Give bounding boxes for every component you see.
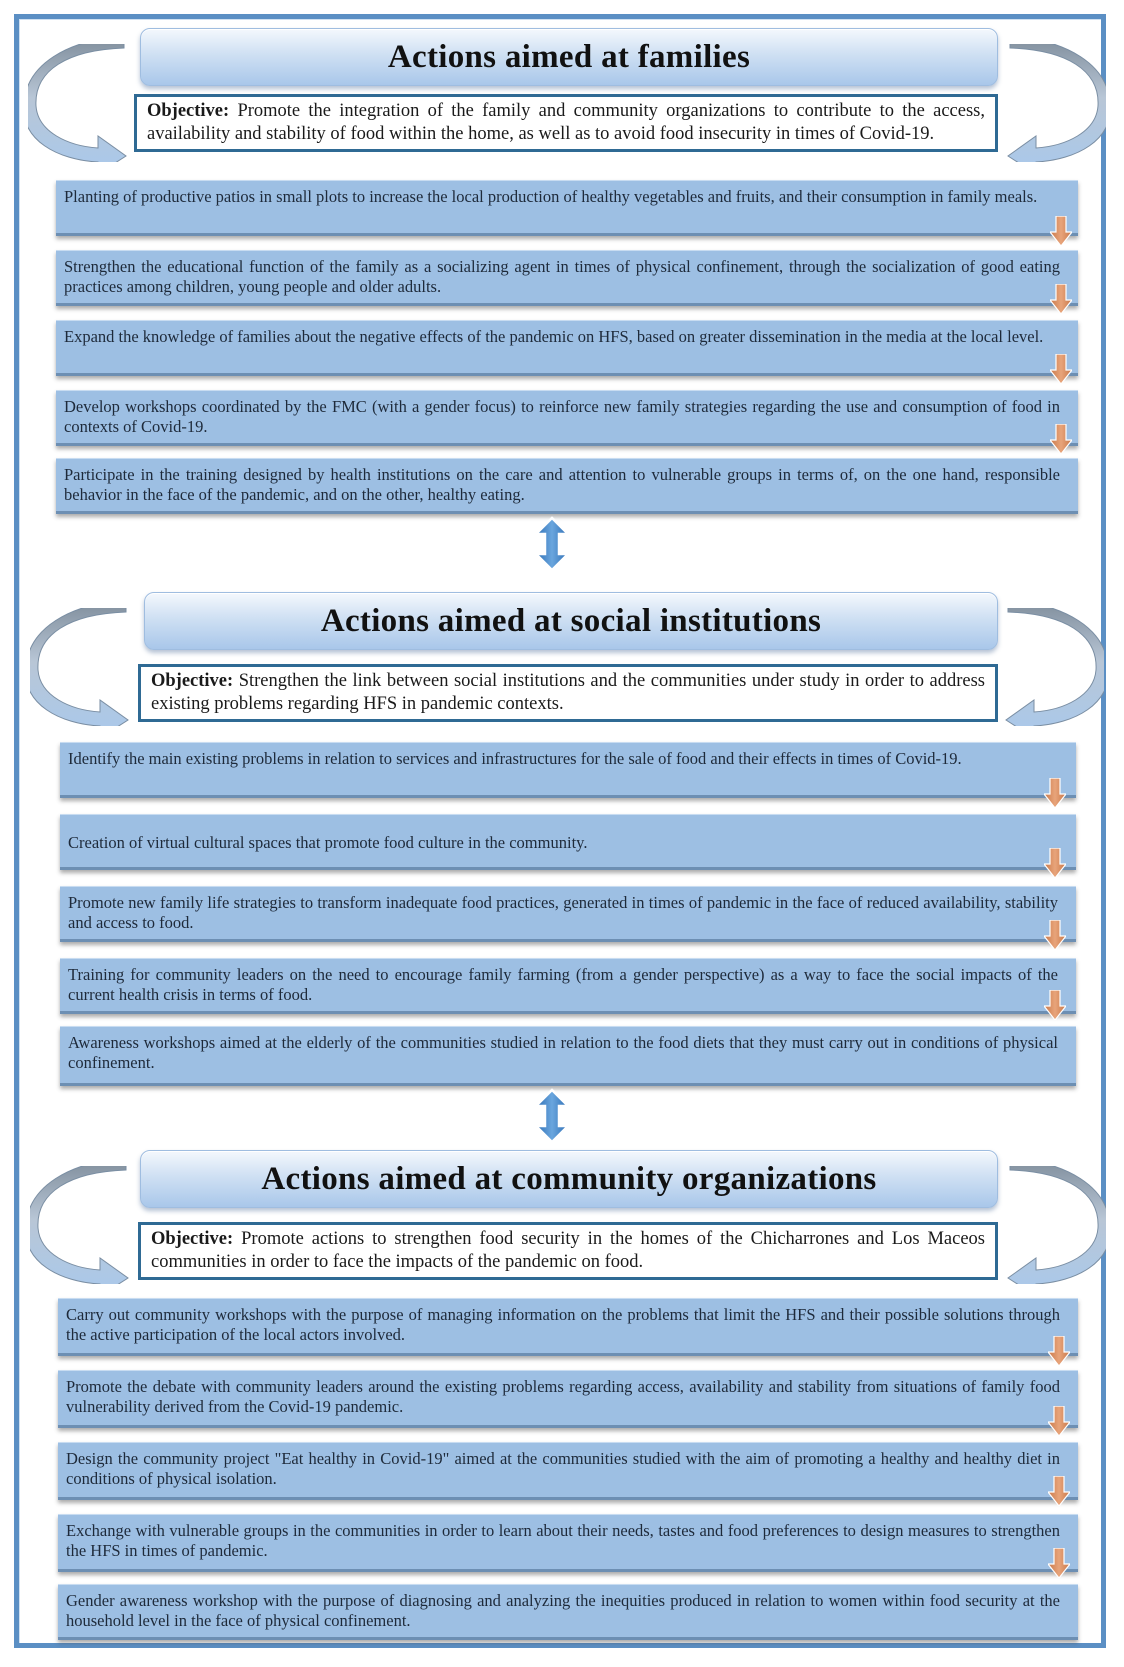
action-item [56, 180, 1078, 236]
objective-box [134, 94, 998, 152]
section-title: Actions aimed at community organizations [261, 1160, 877, 1197]
double-arrow-icon [530, 1088, 574, 1144]
action-item [60, 742, 1076, 798]
action-item [60, 1026, 1076, 1086]
down-arrow-icon [1050, 424, 1072, 454]
down-arrow-icon [1048, 1406, 1070, 1436]
curved-arrow-icon [1006, 1166, 1106, 1284]
curved-arrow-icon [30, 1166, 130, 1284]
action-text: Awareness workshops aimed at the elderly of the communities studied in relation to the food diets that they must carry out in conditions of physical confinement. [68, 1033, 1058, 1072]
action-text: Expand the knowledge of families about the negative effects of the pandemic on HFS, based on greater dissemination in the media at the local level. [64, 327, 1044, 346]
down-arrow-icon [1044, 778, 1066, 808]
action-item [58, 1584, 1078, 1640]
action-text: Training for community leaders on the need to encourage family farming (from a gender perspective) as a way to face the social impacts of the current health crisis in terms of food. [68, 965, 1058, 1004]
action-text: Identify the main existing problems in relation to services and infrastructures for the sale of food and their effects in times of Covid-19. [68, 749, 962, 768]
action-text: Creation of virtual cultural spaces that promote food culture in the community. [68, 833, 588, 852]
action-item [60, 886, 1076, 942]
action-text: Develop workshops coordinated by the FMC (with a gender focus) to reinforce new family strategies regarding the use and consumption of food in contexts of Covid-19. [64, 397, 1060, 436]
section-header [140, 1150, 998, 1208]
section-header [140, 28, 998, 86]
action-item [58, 1370, 1078, 1428]
action-item [58, 1514, 1078, 1572]
curved-arrow-icon [30, 608, 130, 726]
down-arrow-icon [1050, 354, 1072, 384]
action-text: Carry out community workshops with the purpose of managing information on the problems that limit the HFS and their possible solutions through the active participation of the local actors involved. [66, 1305, 1060, 1344]
objective-box [138, 1222, 998, 1280]
action-text: Promote the debate with community leaders around the existing problems regarding access, availability and stability from situations of family food vulnerability derived from the Covid-19 pandemic. [66, 1377, 1060, 1416]
objective-label: Objective: [151, 1229, 234, 1249]
down-arrow-icon [1048, 1548, 1070, 1578]
action-text: Exchange with vulnerable groups in the communities in order to learn about their needs, tastes and food preferences to design measures to strengthen the HFS in times of pandemic. [66, 1521, 1060, 1560]
action-item [56, 458, 1078, 514]
action-item [58, 1298, 1078, 1356]
down-arrow-icon [1044, 920, 1066, 950]
objective-label: Objective: [147, 101, 230, 121]
double-arrow-icon [530, 516, 574, 572]
down-arrow-icon [1050, 216, 1072, 246]
action-item [56, 250, 1078, 306]
section-title: Actions aimed at families [387, 38, 751, 75]
section-title: Actions aimed at social institutions [320, 602, 822, 639]
action-item [56, 320, 1078, 376]
objective-text: Promote actions to strengthen food security in the homes of the Chicharrones and Los Maceos communities in order to face the impacts of the pandemic on food. [151, 1229, 986, 1272]
action-text: Strengthen the educational function of the family as a socializing agent in times of physical confinement, through the socialization of good eating practices among children, young people and older adults. [64, 257, 1060, 296]
action-text: Design the community project "Eat healthy in Covid-19" aimed at the communities studied with the aim of promoting a healthy and healthy diet in conditions of physical isolation. [66, 1449, 1060, 1488]
objective-label: Objective: [151, 671, 234, 691]
down-arrow-icon [1048, 1476, 1070, 1506]
curved-arrow-icon [28, 44, 128, 162]
curved-arrow-icon [1004, 608, 1104, 726]
action-text: Participate in the training designed by health institutions on the care and attention to vulnerable groups in terms of, on the one hand, responsible behavior in the face of the pandemic, and on the other, healthy eating. [64, 465, 1060, 504]
curved-arrow-icon [1006, 44, 1106, 162]
action-item [56, 390, 1078, 446]
action-text: Promote new family life strategies to transform inadequate food practices, generated in times of pandemic in the face of reduced availability, stability and access to food. [68, 893, 1058, 932]
action-item [60, 958, 1076, 1014]
objective-text: Strengthen the link between social institutions and the communities under study in order to address existing problems regarding HFS in pandemic contexts. [151, 671, 985, 714]
down-arrow-icon [1050, 284, 1072, 314]
down-arrow-icon [1048, 1336, 1070, 1366]
action-text: Planting of productive patios in small plots to increase the local production of healthy vegetables and fruits, and their consumption in family meals. [64, 187, 1038, 206]
action-item [58, 1442, 1078, 1500]
down-arrow-icon [1044, 990, 1066, 1020]
action-item [60, 814, 1076, 870]
section-header [144, 592, 998, 650]
objective-text: Promote the integration of the family and community organizations to contribute to the access, availability and stability of food within the home, as well as to avoid food insecurity in times of Covid-19. [147, 101, 985, 144]
action-text: Gender awareness workshop with the purpose of diagnosing and analyzing the inequities produced in relation to women within food security at the household level in the face of physical confinement. [66, 1591, 1060, 1630]
down-arrow-icon [1044, 848, 1066, 878]
objective-box [138, 664, 998, 722]
